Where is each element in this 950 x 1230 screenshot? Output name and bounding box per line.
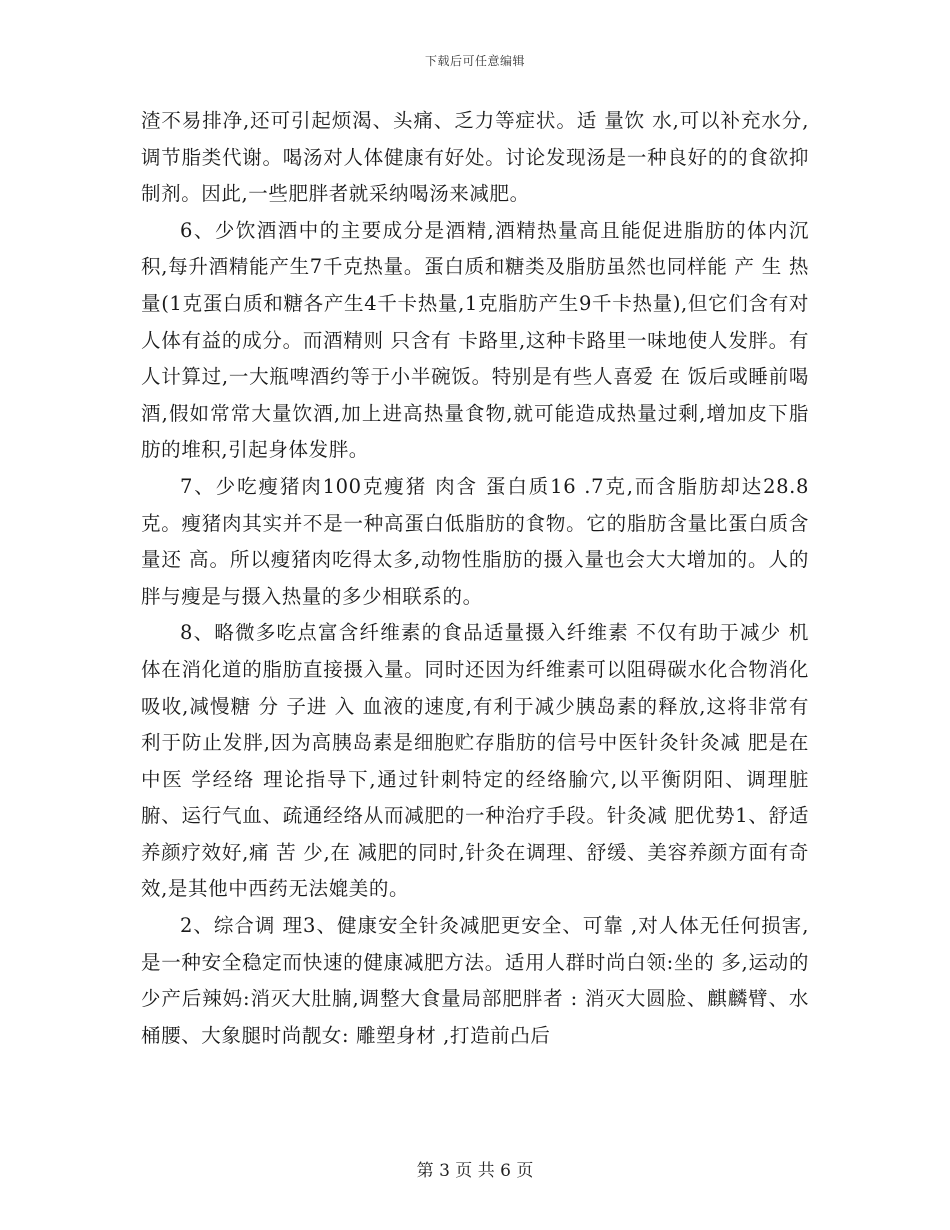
- footer-suffix: 页: [516, 1161, 534, 1181]
- paragraph-5: 2、综合调 理3、健康安全针灸减肥更安全、可靠 ,对人体无任何损害,是一种安全稳定而快速的健康减肥方法。适用人群时尚白领:坐的 多,运动的少产后辣妈:消灭大肚腩,调整大食量局部肥胖者 : 消灭大圆脸、麒麟臂、水桶腰、大象腿时尚靓女: 雕塑身材 ,打造前凸后: [141, 914, 809, 1047]
- paragraph-2: 6、少饮酒酒中的主要成分是酒精,酒精热量高且能促进脂肪的体内沉积,每升酒精能产生7千克热量。蛋白质和糖类及脂肪虽然也同样能 产 生 热量(1克蛋白质和糖各产生4千卡热量,1克脂肪产生9千卡热量),但它们含有对人体有益的成分。而酒精则 只含有 卡路里,这种卡路里一味地使人发胖。有人计算过,一大瓶啤酒约等于小半碗饭。特别是有些人喜爱 在 饭后或睡前喝酒,假如常常大量饮酒,加上进高热量食物,就可能造成热量过剩,增加皮下脂肪的堆积,引起身体发胖。: [141, 218, 809, 462]
- page-header: 下载后可任意编辑: [424, 54, 525, 68]
- paragraph-1: 渣不易排净,还可引起烦渴、头痛、乏力等症状。适 量饮 水,可以补充水分,调节脂类代谢。喝汤对人体健康有好处。讨论发现汤是一种良好的的食欲抑制剂。因此,一些肥胖者就采纳喝汤来减肥。: [141, 109, 809, 206]
- footer-middle: 页 共: [455, 1161, 495, 1181]
- page-footer: [0, 1156, 950, 1181]
- paragraph-3: 7、少吃瘦猪肉100克瘦猪 肉含 蛋白质16 .7克,而含脂肪却达28.8克。瘦猪肉其实并不是一种高蛋白低脂肪的食物。它的脂肪含量比蛋白质含 量还 高。所以瘦猪肉吃得太多,动物性脂肪的摄入量也会大大增加的。人的胖与瘦是与摄入热量的多少相联系的。: [141, 474, 809, 608]
- footer-prefix: 第: [416, 1161, 434, 1181]
- document-body: [141, 103, 809, 1054]
- footer-total-pages: 6: [500, 1161, 511, 1181]
- footer-current-page: 3: [439, 1161, 450, 1181]
- paragraph-4: 8、略微多吃点富含纤维素的食品适量摄入纤维素 不仅有助于减少 机体在消化道的脂肪直接摄入量。同时还因为纤维素可以阻碍碳水化合物消化吸收,减慢糖 分 子进 入 血液的速度,有利于减少胰岛素的释放,这将非常有利于防止发胖,因为高胰岛素是细胞贮存脂肪的信号中医针灸针灸减 肥是在中医 学经络 理论指导下,通过针刺特定的经络腧穴,以平衡阴阳、调理脏腑、运行气血、疏通经络从而减肥的一种治疗手段。针灸减 肥优势1、舒适养颜疗效好,痛 苦 少,在 减肥的同时,针灸在调理、舒缓、美容养颜方面有奇效,是其他中西药无法媲美的。: [141, 621, 809, 901]
